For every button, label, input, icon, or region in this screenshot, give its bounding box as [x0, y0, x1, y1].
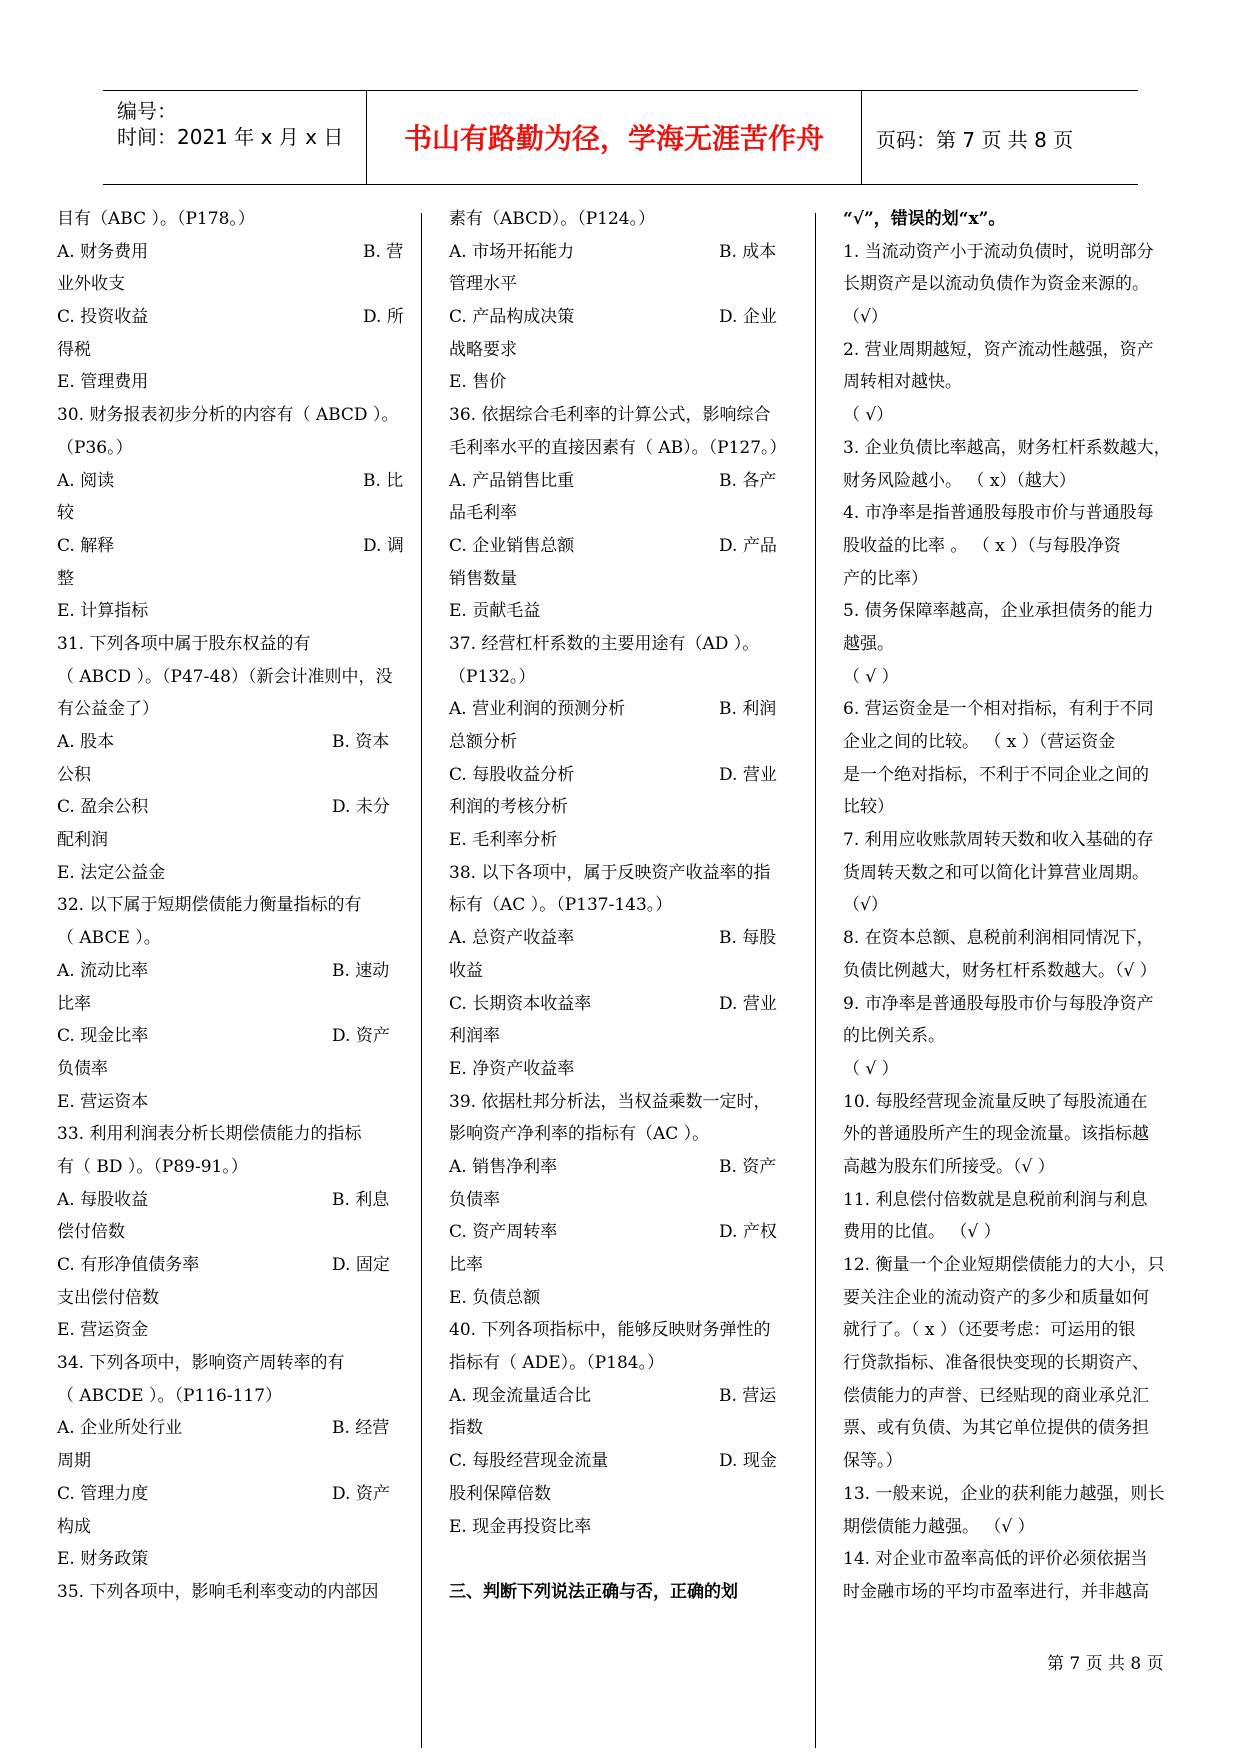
text-line [449, 1576, 801, 1609]
line-text: E. 售价 [449, 372, 507, 393]
text-line [843, 366, 1193, 399]
text-line [843, 1184, 1193, 1217]
text-line [449, 366, 801, 399]
line-text: E. 计算指标 [57, 601, 149, 622]
line-text: E. 贡献毛益 [449, 601, 541, 622]
text-line [843, 1216, 1193, 1249]
text-line [843, 399, 1193, 432]
text-line [843, 432, 1193, 465]
line-text: C. 投资收益 [57, 307, 149, 328]
text-line [843, 824, 1193, 857]
text-line [843, 1249, 1193, 1282]
line-text: C. 每股收益分析 [449, 764, 575, 785]
text-line [843, 628, 1193, 661]
text-line [449, 1511, 801, 1544]
option-b-text: D. 固定 [332, 1255, 390, 1275]
line-text: 销售数量 [449, 568, 517, 589]
text-line [843, 922, 1193, 955]
text-line [843, 857, 1193, 890]
option-b-text: D. 未分 [332, 797, 390, 818]
line-text: 保等。） [843, 1451, 903, 1472]
line-text: 负债比例越大，财务杠杆系数越大。（√ ） [843, 960, 1157, 981]
text-line [843, 236, 1193, 269]
option-b-text: D. 所 [363, 307, 404, 328]
line-text: 负债率 [57, 1058, 108, 1079]
line-text: C. 解释 [57, 535, 115, 556]
line-text: 财务风险越小。 （ x）（越大） [843, 470, 1076, 491]
text-line [57, 1118, 405, 1151]
text-line [57, 1282, 405, 1315]
line-text: C. 产品构成决策 [449, 307, 575, 328]
text-line [843, 301, 1193, 334]
line-text: A. 阅读 [57, 470, 115, 491]
line-text: 11. 利息偿付倍数就是息税前利润与利息 [843, 1189, 1148, 1210]
line-text: 7. 利用应收账款周转天数和收入基础的存 [843, 830, 1154, 851]
text-line [843, 1380, 1193, 1413]
text-line [843, 334, 1193, 367]
line-text: 9. 市净率是普通股每股市价与每股净资产 [843, 993, 1154, 1014]
line-text: 目有（ABC ）。（P178。） [57, 209, 255, 229]
line-text: 偿债能力的声誉、已经贴现的商业承兑汇 [843, 1385, 1149, 1406]
text-line [57, 1478, 405, 1511]
line-text: 指数 [449, 1418, 483, 1439]
line-text: E. 法定公益金 [57, 862, 166, 883]
option-b-text: D. 营业 [719, 764, 777, 785]
text-line [57, 922, 405, 955]
line-text: E. 营运资金 [57, 1320, 149, 1341]
line-text: C. 资产周转率 [449, 1222, 558, 1243]
text-line [843, 1347, 1193, 1380]
text-line [843, 1576, 1193, 1609]
line-text: 5. 债务保障率越高，企业承担债务的能力 [843, 601, 1154, 622]
document-time-label: 时间：2021 年 x 月 x 日 [117, 125, 344, 149]
header-middle-cell [367, 91, 862, 184]
text-line [57, 1576, 405, 1609]
line-text: A. 每股收益 [57, 1189, 149, 1210]
text-line [57, 889, 405, 922]
line-text: 品毛利率 [449, 503, 517, 524]
text-line [57, 628, 405, 661]
text-line [843, 889, 1193, 922]
text-line [449, 889, 801, 922]
text-line [449, 301, 801, 334]
text-line [57, 236, 405, 269]
text-column-2 [449, 203, 801, 1609]
line-text: 收益 [449, 960, 483, 981]
line-text: E. 财务政策 [57, 1549, 149, 1570]
text-line [57, 1249, 405, 1282]
text-line [57, 301, 405, 334]
text-line [843, 1412, 1193, 1445]
text-line [449, 988, 801, 1021]
text-line [843, 759, 1193, 792]
text-line [449, 1445, 801, 1478]
text-line [57, 465, 405, 498]
text-line [449, 530, 801, 563]
text-line [449, 628, 801, 661]
line-text: 整 [57, 568, 74, 589]
line-text: 要关注企业的流动资产的多少和质量如何 [843, 1287, 1149, 1308]
document-number-label: 编号： [117, 99, 177, 123]
text-line [57, 1216, 405, 1249]
text-line [449, 1118, 801, 1151]
text-line [843, 465, 1193, 498]
text-line [449, 563, 801, 596]
option-b-text: B. 利息 [332, 1189, 390, 1210]
column-divider-1 [421, 213, 422, 1748]
option-b-text: D. 产品 [719, 535, 777, 556]
header-left-cell [103, 91, 367, 184]
text-line [843, 1445, 1193, 1478]
line-text: E. 负债总额 [449, 1287, 541, 1308]
option-b-text: B. 每股 [719, 928, 777, 949]
option-b-text: B. 资产 [719, 1156, 777, 1177]
text-line [449, 268, 801, 301]
text-line [57, 1053, 405, 1086]
line-text: 3. 企业负债比率越高，财务杠杆系数越大， [843, 437, 1171, 458]
text-line [843, 661, 1193, 694]
text-line [449, 955, 801, 988]
option-b-text: B. 资本 [332, 732, 390, 752]
text-line [449, 203, 801, 236]
line-text: （ ABCE ）。 [57, 928, 161, 949]
text-line [57, 1151, 405, 1184]
header-page-label: 页码：第 7 页 共 8 页 [876, 128, 1074, 152]
text-line [449, 824, 801, 857]
text-line [57, 824, 405, 857]
line-text: 行贷款指标、准备很快变现的长期资产、 [843, 1353, 1149, 1374]
text-line [843, 726, 1193, 759]
text-line [449, 759, 801, 792]
line-text: 外的普通股所产生的现金流量。该指标越 [843, 1124, 1149, 1145]
line-text: （P36。） [57, 437, 133, 458]
line-text: 34. 下列各项中，影响资产周转率的有 [57, 1353, 345, 1374]
text-line [57, 334, 405, 367]
line-text: 39. 依据杜邦分析法，当权益乘数一定时， [449, 1091, 771, 1112]
text-line [57, 726, 405, 759]
text-line [843, 203, 1193, 236]
text-line [57, 1184, 405, 1217]
text-line [57, 1511, 405, 1544]
text-line [449, 432, 801, 465]
line-text: “√”，错误的划“x”。 [843, 209, 1006, 229]
text-line [449, 1314, 801, 1347]
line-text: 37. 经营杠杆系数的主要用途有（AD ）。 [449, 633, 760, 654]
line-text: 偿付倍数 [57, 1222, 125, 1243]
option-b-text: D. 调 [363, 535, 404, 556]
text-line [57, 1020, 405, 1053]
text-line [57, 595, 405, 628]
text-line [843, 955, 1193, 988]
line-text: 股收益的比率 。 （ x ）（与每股净资 [843, 535, 1121, 556]
option-b-text: B. 各产 [719, 470, 777, 491]
line-text: 6. 营运资金是一个相对指标，有利于不同 [843, 699, 1154, 720]
line-text: （ ABCDE ）。（P116-117） [57, 1385, 283, 1406]
line-text: 负债率 [449, 1189, 500, 1210]
line-text: C. 有形净值债务率 [57, 1255, 200, 1275]
line-text: 素有（ABCD）。（P124。） [449, 209, 656, 229]
text-line [449, 399, 801, 432]
text-line [843, 530, 1193, 563]
line-text: 是一个绝对指标，不利于不同企业之间的 [843, 764, 1149, 785]
text-line [449, 1543, 801, 1576]
line-text: 票、或有负债、为其它单位提供的债务担 [843, 1418, 1149, 1439]
text-line [57, 988, 405, 1021]
option-b-text: B. 速动 [332, 960, 390, 981]
line-text: 30. 财务报表初步分析的内容有（ ABCD ）。 [57, 405, 399, 426]
text-line [843, 1118, 1193, 1151]
text-line [57, 955, 405, 988]
text-line [57, 1314, 405, 1347]
line-text: C. 长期资本收益率 [449, 993, 592, 1014]
line-text: 标有（AC ）。（P137-143。） [449, 895, 673, 916]
line-text: 货周转天数之和可以简化计算营业周期。 [843, 862, 1149, 883]
text-line [449, 1412, 801, 1445]
text-line [57, 857, 405, 890]
line-text: 周期 [57, 1451, 91, 1472]
line-text: （√） [843, 895, 888, 916]
page-header [103, 90, 1138, 185]
line-text: 业外收支 [57, 274, 125, 295]
option-b-text: B. 成本 [719, 241, 777, 262]
text-column-1 [57, 203, 405, 1609]
line-text: A. 产品销售比重 [449, 470, 575, 491]
line-text: 13. 一般来说，企业的获利能力越强，则长 [843, 1483, 1165, 1504]
line-text: E. 营运资本 [57, 1091, 149, 1112]
text-line [449, 334, 801, 367]
option-b-text: D. 现金 [719, 1451, 777, 1472]
line-text: 33. 利用利润表分析长期偿债能力的指标 [57, 1124, 362, 1145]
text-line [57, 1347, 405, 1380]
text-line [449, 1086, 801, 1119]
text-line [449, 1053, 801, 1086]
line-text: （ √ ） [843, 1058, 899, 1079]
text-line [449, 465, 801, 498]
text-line [57, 693, 405, 726]
text-line [57, 203, 405, 236]
line-text: 费用的比值。 （√ ） [843, 1222, 1001, 1243]
line-text: 时金融市场的平均市盈率进行，并非越高 [843, 1581, 1149, 1602]
option-b-text: B. 比 [363, 470, 404, 491]
text-line [449, 1282, 801, 1315]
line-text: （P132。） [449, 666, 536, 687]
header-right-cell [862, 91, 1138, 184]
text-line [449, 693, 801, 726]
line-text: 公积 [57, 764, 91, 785]
line-text: E. 净资产收益率 [449, 1058, 575, 1079]
option-b-text: D. 资产 [332, 1483, 390, 1504]
text-line [843, 268, 1193, 301]
option-b-text: B. 营运 [719, 1385, 777, 1406]
line-text: 较 [57, 503, 74, 524]
text-line [843, 693, 1193, 726]
line-text: 得税 [57, 339, 91, 360]
line-text: 支出偿付倍数 [57, 1287, 159, 1308]
text-line [57, 1086, 405, 1119]
line-text: E. 毛利率分析 [449, 830, 558, 851]
text-line [843, 791, 1193, 824]
page-footer: 第 7 页 共 8 页 [1047, 1654, 1164, 1674]
line-text: 产的比率） [843, 568, 928, 589]
text-line [449, 791, 801, 824]
line-text: （ √） [843, 405, 894, 426]
line-text: C. 每股经营现金流量 [449, 1451, 609, 1472]
text-line [449, 595, 801, 628]
text-line [843, 1053, 1193, 1086]
option-b-text: B. 利润 [719, 699, 777, 720]
text-line [57, 268, 405, 301]
text-line [57, 1445, 405, 1478]
text-line [843, 595, 1193, 628]
line-text: 38. 以下各项中，属于反映资产收益率的指 [449, 862, 771, 883]
line-text: 毛利率水平的直接因素有（ AB）。（P127。） [449, 437, 787, 458]
text-line [57, 661, 405, 694]
option-b-text: B. 经营 [332, 1418, 390, 1439]
text-line [843, 1282, 1193, 1315]
option-b-text: D. 资产 [332, 1026, 390, 1047]
line-text: 企业之间的比较。 （ x ）（营运资金 [843, 732, 1116, 752]
line-text: 14. 对企业市盈率高低的评价必须依据当 [843, 1549, 1148, 1570]
text-line [57, 530, 405, 563]
line-text: 就行了。（ x ）（还要考虑：可运用的银 [843, 1320, 1136, 1341]
line-text: 36. 依据综合毛利率的计算公式，影响综合 [449, 405, 771, 426]
text-line [449, 1478, 801, 1511]
line-text: 40. 下列各项指标中，能够反映财务弹性的 [449, 1320, 771, 1341]
text-line [843, 1086, 1193, 1119]
line-text: 的比例关系。 [843, 1026, 945, 1047]
line-text: 配利润 [57, 830, 108, 851]
text-line [449, 236, 801, 269]
line-text: A. 股本 [57, 732, 115, 752]
text-line [843, 563, 1193, 596]
line-text: 有公益金了） [57, 699, 159, 720]
line-text: A. 流动比率 [57, 960, 149, 981]
line-text: E. 现金再投资比率 [449, 1516, 592, 1537]
line-text: A. 财务费用 [57, 241, 149, 262]
text-line [843, 1020, 1193, 1053]
column-divider-2 [815, 213, 816, 1748]
line-text: A. 现金流量适合比 [449, 1385, 592, 1406]
line-text: 构成 [57, 1516, 91, 1537]
line-text: 利润的考核分析 [449, 797, 568, 818]
line-text: 12. 衡量一个企业短期偿债能力的大小，只 [843, 1255, 1165, 1275]
header-motto: 书山有路勤为径，学海无涯苦作舟 [403, 122, 824, 155]
text-line [843, 1478, 1193, 1511]
option-b-text: D. 企业 [719, 307, 777, 328]
text-column-3 [843, 203, 1193, 1609]
text-line [843, 1511, 1193, 1544]
text-line [57, 432, 405, 465]
line-text: 1. 当流动资产小于流动负债时，说明部分 [843, 241, 1154, 262]
text-line [449, 1184, 801, 1217]
line-text: 4. 市净率是指普通股每股市价与普通股每 [843, 503, 1154, 524]
line-text: A. 营业利润的预测分析 [449, 699, 626, 720]
line-text: 长期资产是以流动负债作为资金来源的。 [843, 274, 1149, 295]
text-line [57, 1543, 405, 1576]
text-line [843, 497, 1193, 530]
text-line [449, 1020, 801, 1053]
line-text: 有（ BD ）。（P89-91。） [57, 1156, 248, 1177]
text-line [843, 1543, 1193, 1576]
text-line [449, 1216, 801, 1249]
line-text: 指标有（ ADE）。（P184。） [449, 1353, 665, 1374]
line-text: C. 盈余公积 [57, 797, 149, 818]
text-line [449, 1347, 801, 1380]
text-line [57, 759, 405, 792]
line-text: A. 市场开拓能力 [449, 241, 575, 262]
line-text: 2. 营业周期越短，资产流动性越强，资产 [843, 339, 1154, 360]
option-b-text: D. 营业 [719, 993, 777, 1014]
text-line [57, 1412, 405, 1445]
text-line [843, 988, 1193, 1021]
text-line [449, 497, 801, 530]
line-text: 32. 以下属于短期偿债能力衡量指标的有 [57, 895, 362, 916]
line-text: 10. 每股经营现金流量反映了每股流通在 [843, 1091, 1148, 1112]
line-text: 总额分析 [449, 732, 517, 752]
text-line [449, 1151, 801, 1184]
option-b-text: B. 营 [363, 241, 404, 262]
text-line [843, 1314, 1193, 1347]
text-line [57, 399, 405, 432]
line-text: 战略要求 [449, 339, 517, 360]
text-line [449, 1249, 801, 1282]
text-line [449, 922, 801, 955]
line-text: 越强。 [843, 633, 894, 654]
line-text: E. 管理费用 [57, 372, 149, 393]
text-line [449, 857, 801, 890]
line-text: 比率 [449, 1255, 483, 1275]
text-line [843, 1151, 1193, 1184]
line-text: （ ABCD ）。（P47-48）（新会计准则中，没 [57, 666, 393, 687]
text-line [57, 366, 405, 399]
line-text: 管理水平 [449, 274, 517, 295]
line-text: （ √ ） [843, 666, 899, 687]
line-text: C. 现金比率 [57, 1026, 149, 1047]
text-line [449, 661, 801, 694]
line-text: 35. 下列各项中，影响毛利率变动的内部因 [57, 1581, 379, 1602]
line-text: 高越为股东们所接受。（√ ） [843, 1156, 1055, 1177]
line-text: （√） [843, 307, 888, 328]
line-text: 周转相对越快。 [843, 372, 962, 393]
line-text: A. 销售净利率 [449, 1156, 558, 1177]
line-text: 股利保障倍数 [449, 1483, 551, 1504]
line-text: A. 企业所处行业 [57, 1418, 183, 1439]
line-text: 比较） [843, 797, 894, 818]
line-text: 影响资产净利率的指标有（AC ）。 [449, 1124, 710, 1145]
line-text: 期偿债能力越强。 （√ ） [843, 1516, 1035, 1537]
option-b-text: D. 产权 [719, 1222, 777, 1243]
line-text: A. 总资产收益率 [449, 928, 575, 949]
text-line [57, 497, 405, 530]
line-text: 三、判断下列说法正确与否，正确的划 [449, 1581, 738, 1602]
text-line [57, 563, 405, 596]
line-text: 利润率 [449, 1026, 500, 1047]
line-text: 比率 [57, 993, 91, 1014]
text-line [449, 1380, 801, 1413]
line-text: 8. 在资本总额、息税前利润相同情况下， [843, 928, 1154, 949]
line-text: C. 管理力度 [57, 1483, 149, 1504]
text-line [57, 1380, 405, 1413]
text-line [57, 791, 405, 824]
text-line [449, 726, 801, 759]
line-text: 31. 下列各项中属于股东权益的有 [57, 633, 311, 654]
line-text: C. 企业销售总额 [449, 535, 575, 556]
